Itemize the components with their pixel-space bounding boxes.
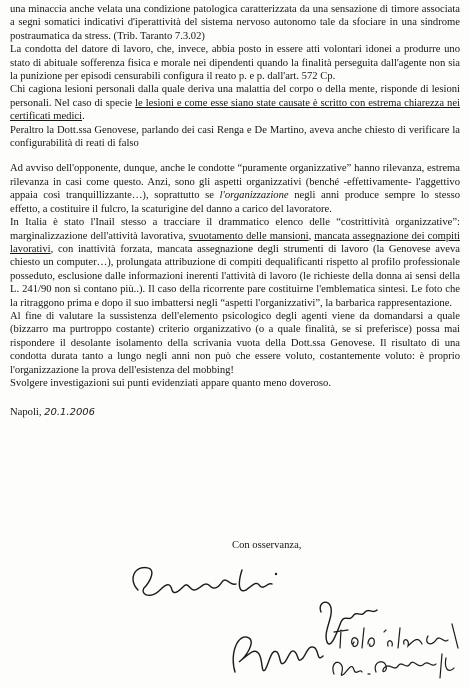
paragraph-8: Svolgere investigazioni sui punti evidenziati appare quanto meno doveroso. <box>10 377 331 389</box>
paragraph-6-underlined-2: mancata assegnazione dei compiti lavorativi <box>10 230 460 255</box>
paragraph-5-italic: l'organizzazione <box>219 190 289 202</box>
place-label: Napoli, <box>10 407 42 419</box>
paragraph-6 <box>10 216 460 310</box>
paragraph-2: La condotta del datore di lavoro, che, invece, abbia posto in essere atti volontari idonei a produrre uno stato di abituale sofferenza fisica e morale nei dipendenti quando la finalità perseguita dall'agente non sia la punizione per episodi censurabili configura il reato p. e p. dall'art. 572 Cp. <box>10 44 460 83</box>
paragraph-5-text: Ad avviso dell'opponente, dunque, anche le condotte “puramente organizzative” hanno rilevanza, estrema rilevanza in casi come questo. Anzi, sono gli aspetti organizzativi (benché -effettivamente- l'aggettivo appaia così tranquillizzante…), soprattutto se <box>10 163 460 202</box>
paragraph-6-text-3: , con inattività forzata, mancata assegnazione degli strumenti di lavoro (la Genovese aveva chiesto un computer…), prolungata attribuzione di compiti dequalificanti rispetto al profilo professionale posseduto, esclusione dalle informazioni inerenti l'attività di lavoro (le richieste della donna ai sensi della L. 241/90 non si contano più..). Il caso della ricorrente pare costituirne l'emblematica sintesi. Le foto che la ritraggono prima e dopo il suo imbattersi negli “aspetti l'organizzativi”, la barbarica rappresentazione. <box>10 243 460 309</box>
paragraph-4: Peraltro la Dott.ssa Genovese, parlando dei casi Renga e De Martino, aveva anche chiesto di verificare la configurabilità di reati di falso <box>10 124 460 150</box>
paragraph-1: una minaccia anche velata una condizione patologica caratterizzata da una sensazione di timore associata a segni somatici indicativi d'iperattività del sistema nervoso autonomo tale da sfociare in una sindrome postraumatica da stress. (Trib. Taranto 7.3.02) <box>10 4 460 42</box>
handwritten-date: 20.1.2006 <box>44 407 96 419</box>
paragraph-3-end: . <box>82 111 85 123</box>
paragraph-6-text-1: In Italia è stato l'Inail stesso a tracciare il drammatico elenco delle “costrittività organizzative”: marginalizzazione dell'attività lavorativa, <box>10 217 460 242</box>
date-gap <box>10 390 460 406</box>
paragraph-5-end: negli anni produce sempre lo stesso effetto, a costituire il fulcro, la scaturigine del danno a carico del lavoratore. <box>10 190 460 215</box>
paragraph-6-text-2: , <box>308 230 315 242</box>
handwritten-note-icon <box>328 618 466 686</box>
date-line <box>10 406 460 419</box>
paragraph-5 <box>10 162 460 216</box>
paragraph-3-text: Chi cagiona lesioni personali dalla quale deriva una malattia del corpo o della mente, risponde di lesioni personali. Nel caso di specie <box>10 84 460 109</box>
paragraph-3 <box>10 83 460 123</box>
closing-salutation: Con osservanza, <box>232 540 302 551</box>
paragraph-gap <box>10 150 460 162</box>
paragraph-7: Al fine di valutare la sussistenza dell'elemento psicologico degli agenti viene da domandarsi a quale (bizzarro ma purtroppo costante) criterio organizzativo (o a quale finalità, se si preferisce) possa mai rispondere il desolante isolamento della scrivania vuota della Dott.ssa Genovese. Il risultato di una condotta durata tanto a lungo negli anni non può che essere voluto, costantemente voluto: è proprio l'organizzazione la prova dell'esistenza del mobbing! <box>10 310 460 376</box>
paragraph-6-underlined-1: svuotamento delle mansioni <box>188 230 309 242</box>
paragraph-3-underlined: le lesioni e come esse siano state causate è scritto con estrema chiarezza nei certificati medici <box>10 97 460 123</box>
